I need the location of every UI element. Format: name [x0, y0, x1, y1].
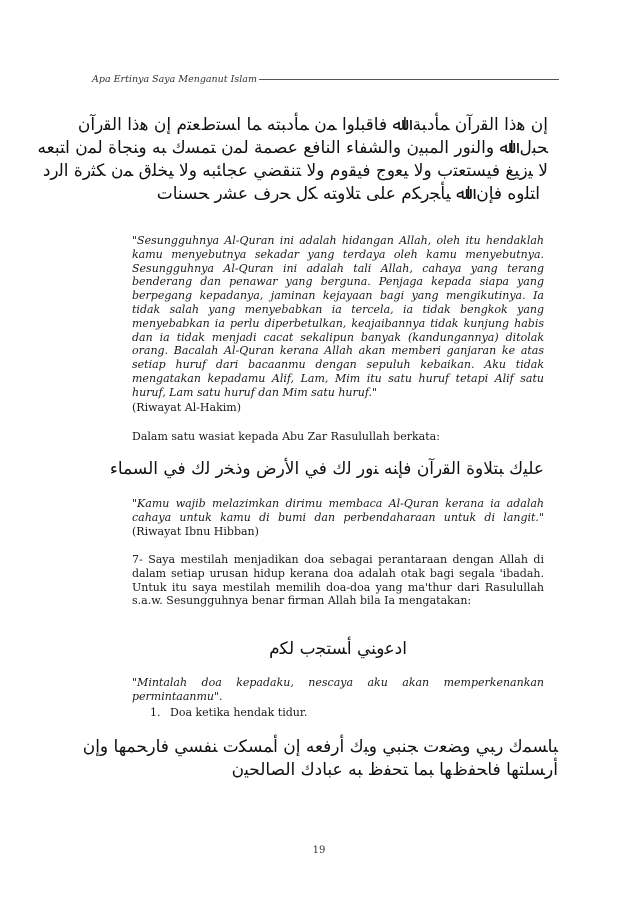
running-title: Apa Ertinya Saya Menganut Islam: [92, 74, 257, 85]
hadith-translation: "Sesungguhnya Al-Quran ini adalah hidangan Allah, oleh itu hendaklah kamu menyebutnya sekadar yang terdaya oleh kamu menyebutnya. Sesungguhnya Al-Quran ini adalah tali Allah, cahaya yang terang benderang dan penawar yang berguna. Penjaga kepada siapa yang berpegang kepadanya, jaminan kejayaan bagi yang mengikutinya. Ia tidak salah yang menyebabkan ia tercela, ia tidak bengkok yang menyebabkan ia perlu diperbetulkan, keajaibannya tidak kunjung habis dan ia tidak menjadi cacat sekalipun banyak (kandungannya) ditolak orang. Bacalah Al-Quran kerana Allah akan memberi ganjaran ke atas setiap huruf dari bacaanmu dengan sepuluh kebaikan. Aku tidak mengatakan kepadamu Alif, Lam, Mim itu satu huruf tetapi Alif satu huruf, Lam satu huruf dan Mim satu huruf.": [132, 234, 544, 399]
ayah-translation: "Mintalah doa kepadaku, nescaya aku akan memperkenankan permintaanmu".: [132, 676, 544, 703]
header-rule: [259, 79, 559, 80]
arabic-line-2: ﺤﺒل ﺍﷲ ﻭﺍﻟﻨﻭﺭ ﺍﻟﻤﺒﻴﻥ ﻭﺍﻟﺸﻔﺎﺀ ﺍﻟﻨﺎﻓﻊ ﻋﺼﻤﺔ ﻟﻤﻥ ﺘﻤﺴﻙ ﺒﻪ ﻭﻨﺠﺎﺓ ﻟﻤﻥ ﺍﺘﺒﻌﻪ: [37, 138, 548, 158]
point-7-paragraph: 7- Saya mestilah menjadikan doa sebagai perantaraan dengan Allah di dalam setiap urusan hidup kerana doa adalah otak bagi segala 'ibadah. Untuk itu saya mestilah memilih doa-doa yang ma'thur dari Rasulullah s.a.w. Sesungguhnya benar firman Allah bila Ia mengatakan:: [132, 553, 544, 608]
list-item-text: Doa ketika hendak tidur.: [170, 706, 308, 719]
arabic-doa-line-2: ﺃﺭﺴﻠﺘﻬﺎ ﻓﺎﺤﻔﻅﻬﺎ ﺒﻤﺎ ﺘﺤﻔﻅ ﺒﻪ ﻋﺒﺎﺩﻙ ﺍﻟﺼﺎﻟﺤﻴﻥ: [231, 760, 558, 780]
wasiat-translation: "Kamu wajib melazimkan dirimu membaca Al-Quran kerana ia adalah cahaya untuk kamu di bumi dan perbendaharaan untuk di langit.": [132, 497, 544, 524]
page-number: 19: [312, 845, 326, 856]
wasiat-translation-block: [132, 497, 544, 538]
running-header: [92, 74, 544, 85]
arabic-hadith-block: [37, 114, 548, 206]
arabic-wasiat: ﻋﻠﻴﻙ ﺒﺘﻼﻭﺓ ﺍﻟﻘﺭﺁﻥ ﻓﺈﻨﻪ ﻨﻭﺭ ﻟﻙ ﻓﻲ ﺍﻷﺭﺽ ﻭﺫﺨﺭ ﻟﻙ ﻓﻲ ﺍﻟﺴﻤﺎﺀ: [109, 459, 544, 479]
wasiat-intro: Dalam satu wasiat kepada Abu Zar Rasulullah berkata:: [132, 430, 440, 443]
list-item-sleep-doa: [150, 706, 544, 720]
narrator-ibnu-hibban: (Riwayat Ibnu Hibban): [132, 524, 259, 538]
arabic-line-4: ﺍﺘﻠﻭﻩ ﻓﺈﻥ ﺍﷲ ﻴﺄﺠﺭﻜﻡ ﻋﻠﻰ ﺘﻼﻭﺘﻪ ﻜل ﺤﺭﻑ ﻋﺸﺭ ﺤﺴﻨﺎﺕ: [156, 184, 540, 204]
arabic-ayah: ﺍﺩﻋﻭﻨﻲ ﺃﺴﺘﺠﺏ ﻟﻜﻡ: [269, 639, 407, 659]
arabic-line-3: ﻻ ﻴﺯﻴﻎ ﻓﻴﺴﺘﻌﺘﺏ ﻭﻻ ﻴﻌﻭﺝ ﻓﻴﻘﻭﻡ ﻭﻻ ﺘﻨﻘﻀﻲ ﻋﺠﺎﺌﺒﻪ ﻭﻻ ﻴﺨﻠﻕ ﻤﻥ ﻜﺜﺭﺓ ﺍﻟﺭﺩ: [42, 161, 548, 181]
arabic-doa-line-1: ﺒﺎﺴﻤﻙ ﺭﺒﻲ ﻭﻀﻌﺕ ﺠﻨﺒﻲ ﻭﺒﻙ ﺃﺭﻓﻌﻪ ﺇﻥ ﺃﻤﺴﻜﺕ ﻨﻔﺴﻲ ﻓﺎﺭﺤﻤﻬﺎ ﻭﺇﻥ: [82, 737, 558, 757]
narrator-hakim: (Riwayat Al-Hakim): [132, 401, 241, 414]
arabic-line-1: ﺇﻥ ﻫﺫﺍ ﺍﻟﻘﺭﺁﻥ ﻤﺄﺩﺒﺔ ﺍﷲ ﻓﺎﻗﺒﻠﻭﺍ ﻤﻥ ﻤﺄﺩﺒﺘﻪ ﻤﺎ ﺍﺴﺘﻁﻌﺘﻡ ﺇﻥ ﻫﺫﺍ ﺍﻟﻘﺭﺁﻥ: [77, 115, 548, 135]
list-item-number: 1.: [150, 706, 161, 719]
arabic-doa-block: [82, 736, 558, 782]
